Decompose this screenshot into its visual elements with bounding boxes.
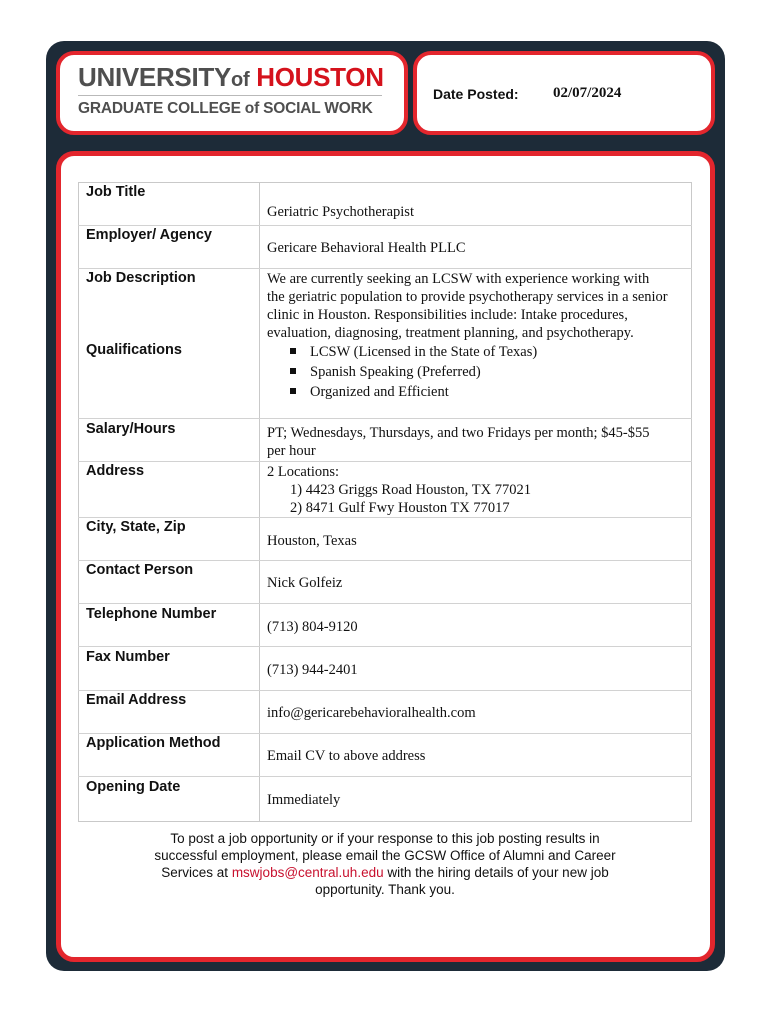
qualification-item: [290, 364, 481, 381]
square-bullet-icon: [290, 388, 296, 394]
college-name: GRADUATE COLLEGE of SOCIAL WORK: [78, 100, 373, 117]
table-column-divider: [259, 182, 260, 822]
table-row-divider: [78, 776, 692, 777]
qualification-text: Spanish Speaking (Preferred): [310, 364, 481, 380]
logo-houston-word: HOUSTON: [256, 62, 384, 92]
address-item: 2) 8471 Gulf Fwy Houston TX 77017: [290, 500, 510, 516]
email-label: Email Address: [86, 692, 187, 708]
footer-note: [140, 830, 630, 898]
job-description-line: clinic in Houston. Responsibilities include: Intake procedures,: [267, 307, 628, 323]
date-posted-label: Date Posted:: [433, 86, 519, 102]
email-value: info@gericarebehavioralhealth.com: [267, 705, 476, 721]
date-posted-value: 02/07/2024: [553, 85, 622, 101]
table-row-divider: [78, 461, 692, 462]
table-row-divider: [78, 690, 692, 691]
qualification-text: Organized and Efficient: [310, 384, 449, 400]
table-row-divider: [78, 517, 692, 518]
application-method-value: Email CV to above address: [267, 748, 426, 764]
salary-hours-line: per hour: [267, 443, 316, 459]
telephone-label: Telephone Number: [86, 606, 217, 622]
job-title-label: Job Title: [86, 184, 146, 200]
opening-date-label: Opening Date: [86, 779, 181, 795]
telephone-value: (713) 804-9120: [267, 619, 358, 635]
qualification-item: [290, 344, 537, 361]
qualification-item: [290, 384, 449, 401]
table-row-divider: [78, 733, 692, 734]
logo-of-word: of: [231, 69, 250, 91]
table-row-divider: [78, 418, 692, 419]
job-description-line: We are currently seeking an LCSW with experience working with: [267, 271, 650, 287]
job-description-line: evaluation, diagnosing, treatment planning, and psychotherapy.: [267, 325, 634, 341]
footer-text: To post a job opportunity or if your response to this job posting results in successful employment, please email the GCSW Office of Alumni and Career Services at: [154, 831, 616, 880]
logo-university-word: UNIVERSITY: [78, 62, 232, 92]
table-row-divider: [78, 225, 692, 226]
application-method-label: Application Method: [86, 735, 221, 751]
table-row-divider: [78, 268, 692, 269]
fax-value: (713) 944-2401: [267, 662, 358, 678]
address-item: 1) 4423 Griggs Road Houston, TX 77021: [290, 482, 531, 498]
table-row-divider: [78, 560, 692, 561]
job-description-label: Job Description: [86, 270, 196, 286]
employer-value: Gericare Behavioral Health PLLC: [267, 240, 466, 256]
qualifications-label: Qualifications: [86, 342, 182, 358]
job-title-value: Geriatric Psychotherapist: [267, 204, 414, 220]
footer-text: with the hiring details of your new job opportunity. Thank you.: [315, 865, 609, 897]
table-row-divider: [78, 646, 692, 647]
employer-label: Employer/ Agency: [86, 227, 212, 243]
city-state-zip-value: Houston, Texas: [267, 533, 357, 549]
fax-label: Fax Number: [86, 649, 170, 665]
salary-hours-line: PT; Wednesdays, Thursdays, and two Fridays per month; $45-$55: [267, 425, 650, 441]
city-state-zip-label: City, State, Zip: [86, 519, 186, 535]
contact-person-value: Nick Golfeiz: [267, 575, 343, 591]
alumni-email-link[interactable]: mswjobs@central.uh.edu: [231, 865, 384, 880]
square-bullet-icon: [290, 368, 296, 374]
qualification-text: LCSW (Licensed in the State of Texas): [310, 344, 538, 360]
address-intro: 2 Locations:: [267, 464, 340, 480]
university-logo: [78, 62, 383, 95]
contact-person-label: Contact Person: [86, 562, 194, 578]
logo-divider: [78, 95, 382, 96]
address-label: Address: [86, 463, 145, 479]
job-description-line: the geriatric population to provide psychotherapy services in a senior: [267, 289, 668, 305]
square-bullet-icon: [290, 348, 296, 354]
table-row-divider: [78, 603, 692, 604]
salary-hours-label: Salary/Hours: [86, 421, 176, 437]
opening-date-value: Immediately: [267, 792, 341, 808]
